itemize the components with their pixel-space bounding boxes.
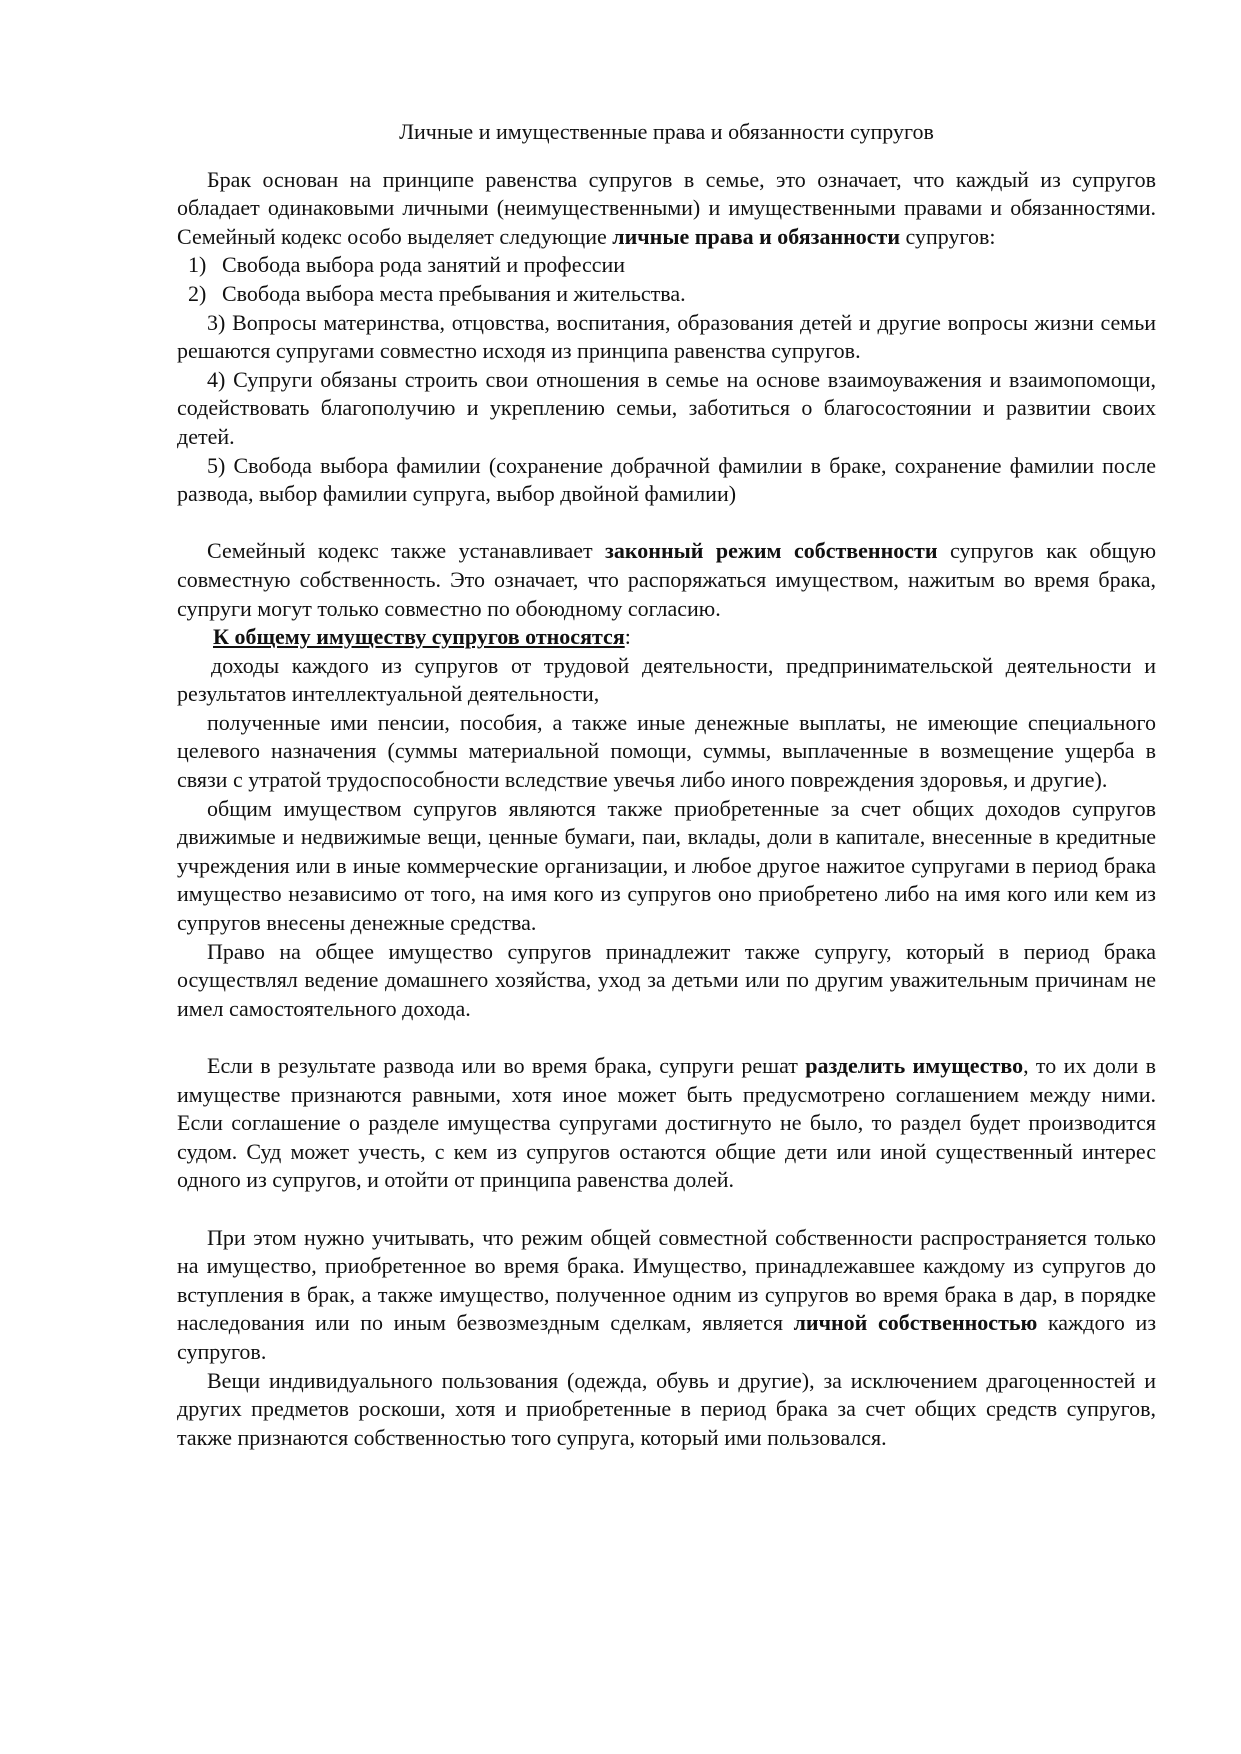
document-title: Личные и имущественные права и обязанности супругов	[399, 119, 934, 144]
personal-property-paragraph: При этом нужно учитывать, что режим общей совместной собственности распространяется только на имущество, приобретенное во время брака. Имущество, принадлежавшее каждому из супругов до вступления в брак, а также имущество, полученное одним из супругов во время брака в дар, в порядке наследования или по иным безвозмездным сделкам, является личной собственностью каждого из супругов.	[177, 1224, 1157, 1364]
list-item: 1) Свобода выбора рода занятий и профессии	[188, 252, 626, 278]
individual-use-paragraph: Вещи индивидуального пользования (одежда, обувь и другие), за исключением драгоценностей и других предметов роскоши, хотя и приобретенные в период брака за счет общих средств супругов, также признаются собственностью того супруга, который ими пользовался.	[177, 1367, 1156, 1450]
list-item: 4) Супруги обязаны строить свои отношения в семье на основе взаимоуважения и взаимопомощи, содействовать благополучию и укреплению семьи, заботиться о благосостоянии и развитии своих детей.	[177, 366, 1156, 449]
paragraph-gap	[177, 1023, 1156, 1052]
personal-rights-term: личные права и обязанности	[612, 223, 901, 249]
common-property-item: общим имуществом супругов являются также приобретенные за счет общих доходов супругов движимые и недвижимые вещи, ценные бумаги, паи, вклады, доли в капитале, внесенные в кредитные учреждения или в иные коммерческие организации, и любое другое нажитое супругами в период брака имущество независимо от того, на имя кого из супругов оно приобретено либо на имя кого или кем из супругов внесены денежные средства.	[177, 795, 1156, 936]
intro-paragraph: Брак основан на принципе равенства супругов в семье, это означает, что каждый из супругов обладает одинаковыми личными (неимущественными) и имущественными правами и обязанностями. Семейный кодекс особо выделяет следующие личные права и обязанности супругов:	[177, 166, 1156, 249]
common-property-item: полученные ими пенсии, пособия, а также иные денежные выплаты, не имеющие специального целевого назначения (суммы материальной помощи, суммы, выплаченные в возмещение ущерба в связи с утратой трудоспособности вследствие увечья либо иного повреждения здоровья, и другие).	[177, 709, 1156, 793]
legal-regime-term: законный режим собственности	[605, 538, 938, 564]
common-property-item: Право на общее имущество супругов принадлежит также супругу, который в период брака осуществлял ведение домашнего хозяйства, уход за детьми или по другим уважительным причинам не имел самостоятельного дохода.	[177, 938, 1156, 1021]
paragraph-gap	[177, 509, 1156, 538]
paragraph-gap	[177, 1195, 1156, 1224]
personal-property-term: личной собственностью	[793, 1310, 1038, 1336]
common-property-item: доходы каждого из супругов от трудовой деятельности, предпринимательской деятельности и результатов интеллектуальной деятельности,	[177, 652, 1156, 707]
common-property-heading: К общему имуществу супругов относятся:	[213, 624, 631, 650]
property-regime-paragraph: Семейный кодекс также устанавливает законный режим собственности супругов как общую совместную собственность. Это означает, что распоряжаться имуществом, нажитым во время брака, супруги могут только совместно по обоюдному согласию.	[177, 538, 1157, 621]
list-item: 3) Вопросы материнства, отцовства, воспитания, образования детей и другие вопросы жизни семьи решаются супругами совместно исходя из принципа равенства супругов.	[177, 309, 1156, 364]
list-item: 5) Свобода выбора фамилии (сохранение добрачной фамилии в браке, сохранение фамилии после развода, выбор фамилии супруга, выбор двойной фамилии)	[177, 452, 1156, 507]
document-page	[177, 118, 1156, 1452]
divide-property-term: разделить имущество	[805, 1053, 1024, 1078]
division-paragraph: Если в результате развода или во время брака, супруги решат разделить имущество, то их доли в имуществе признаются равными, хотя иное может быть предусмотрено соглашением между ними. Если соглашение о разделе имущества супругами достигнуто не было, то раздел будет производится судом. Суд может учесть, с кем из супругов остаются общие дети или иной существенный интерес одного из супругов, и отойти от принципа равенства долей.	[177, 1053, 1157, 1193]
list-item: 2) Свобода выбора места пребывания и жительства.	[188, 280, 686, 306]
